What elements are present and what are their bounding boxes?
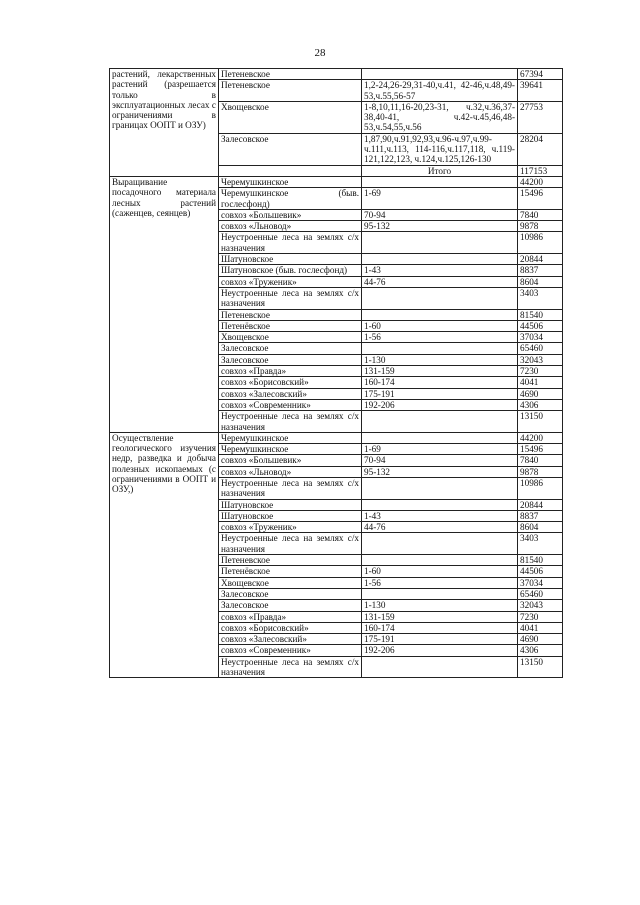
- table-row: [110, 176, 563, 187]
- area-cell: 20844: [518, 254, 563, 265]
- forestry-cell: Неустроенные леса на землях с/х назначения: [219, 477, 362, 499]
- forestry-cell: совхоз «Труженик»: [219, 522, 362, 533]
- forestry-cell: совхоз «Борисовский»: [219, 622, 362, 633]
- forestry-cell: совхоз «Борисовский»: [219, 377, 362, 388]
- forestry-cell: Шатуновское: [219, 499, 362, 510]
- forestry-cell: совхоз «Правда»: [219, 366, 362, 377]
- area-cell: 7230: [518, 611, 563, 622]
- area-cell: 8604: [518, 276, 563, 287]
- page-number: 28: [314, 47, 326, 59]
- area-cell: 28204: [518, 133, 563, 165]
- quarters-cell: 160-174: [362, 377, 518, 388]
- area-cell: 7230: [518, 366, 563, 377]
- quarters-cell: 175-191: [362, 388, 518, 399]
- quarters-cell: 1-56: [362, 332, 518, 343]
- quarters-cell: 1-130: [362, 600, 518, 611]
- forestry-cell: совхоз «Правда»: [219, 611, 362, 622]
- area-cell: 15496: [518, 444, 563, 455]
- forestry-cell: Залесовское: [219, 343, 362, 354]
- area-cell: 13150: [518, 411, 563, 433]
- forestry-cell: Залесовское: [219, 588, 362, 599]
- quarters-cell: [362, 656, 518, 678]
- forestry-cell: Петеневское: [219, 555, 362, 566]
- forestry-cell: [219, 165, 362, 176]
- area-cell: 81540: [518, 555, 563, 566]
- table-row: [110, 432, 563, 443]
- forestry-cell: Хвощевское: [219, 577, 362, 588]
- quarters-cell: 1,87,90,ч.91,92,93,ч.96-ч.97,ч.99-ч.111,ч.113, 114-116,ч.117,118, ч.119-121,122,123, ч.124,ч.125,126-130: [362, 133, 518, 165]
- quarters-cell: 192-206: [362, 645, 518, 656]
- area-cell: 13150: [518, 656, 563, 678]
- forestry-cell: Залесовское: [219, 133, 362, 165]
- forestry-cell: Шатуновское (быв. гослесфонд): [219, 265, 362, 276]
- forestry-cell: Залесовское: [219, 354, 362, 365]
- quarters-cell: [362, 411, 518, 433]
- quarters-cell: 44-76: [362, 276, 518, 287]
- forestry-cell: совхоз «Залесовский»: [219, 634, 362, 645]
- forestry-cell: совхоз «Большевик»: [219, 209, 362, 220]
- quarters-cell: [362, 254, 518, 265]
- forestry-cell: Черемушкинское: [219, 444, 362, 455]
- forestry-cell: Неустроенные леса на землях с/х назначения: [219, 656, 362, 678]
- area-cell: 44506: [518, 320, 563, 331]
- quarters-cell: 131-159: [362, 611, 518, 622]
- quarters-cell: 1-69: [362, 444, 518, 455]
- area-cell: 32043: [518, 354, 563, 365]
- area-cell: 44200: [518, 176, 563, 187]
- quarters-cell: [362, 343, 518, 354]
- forestry-cell: совхоз «Льновод»: [219, 466, 362, 477]
- area-cell: 4041: [518, 622, 563, 633]
- quarters-cell: [362, 309, 518, 320]
- area-cell: 7840: [518, 455, 563, 466]
- quarters-cell: [362, 588, 518, 599]
- quarters-cell: 1-56: [362, 577, 518, 588]
- forestry-cell: совхоз «Современник»: [219, 645, 362, 656]
- forestry-cell: Петенёвское: [219, 566, 362, 577]
- forestry-cell: Петеневское: [219, 69, 362, 80]
- quarters-cell: 1-69: [362, 188, 518, 210]
- area-cell: 65460: [518, 588, 563, 599]
- forestry-cell: Неустроенные леса на землях с/х назначения: [219, 411, 362, 433]
- area-cell: 4306: [518, 399, 563, 410]
- area-cell: 32043: [518, 600, 563, 611]
- forestry-cell: Петеневское: [219, 309, 362, 320]
- forestry-cell: Петеневское: [219, 80, 362, 102]
- quarters-cell: 175-191: [362, 634, 518, 645]
- quarters-cell: [362, 555, 518, 566]
- table-row: [110, 69, 563, 80]
- forestry-cell: Черемушкинское (быв. гослесфонд): [219, 188, 362, 210]
- quarters-cell: [362, 499, 518, 510]
- forestry-cell: Хвощевское: [219, 332, 362, 343]
- area-cell: 9878: [518, 221, 563, 232]
- total-label: Итого: [362, 165, 518, 176]
- quarters-cell: 70-94: [362, 209, 518, 220]
- forestry-cell: совхоз «Льновод»: [219, 221, 362, 232]
- area-cell: 37034: [518, 332, 563, 343]
- forestry-cell: Хвощевское: [219, 101, 362, 133]
- quarters-cell: [362, 533, 518, 555]
- quarters-cell: 44-76: [362, 522, 518, 533]
- quarters-cell: 131-159: [362, 366, 518, 377]
- quarters-cell: 1-43: [362, 265, 518, 276]
- category-cell: растений, лекарственных растений (разрешается только в эксплуатационных лесах с ограничениями в границах ООПТ и ОЗУ): [110, 69, 219, 177]
- area-cell: 44506: [518, 566, 563, 577]
- quarters-cell: 70-94: [362, 455, 518, 466]
- area-cell: 4690: [518, 634, 563, 645]
- quarters-cell: 1,2-24,26-29,31-40,ч.41, 42-46,ч.48,49-53,ч.55,56-57: [362, 80, 518, 102]
- quarters-cell: 1-8,10,11,16-20,23-31, ч.32,ч.36,37-38,40-41, ч.42-ч.45,46,48-53,ч.54,55,ч.56: [362, 101, 518, 133]
- area-cell: 4306: [518, 645, 563, 656]
- category-cell: Выращивание посадочного материала лесных растений (саженцев, сеянцев): [110, 176, 219, 432]
- area-cell: 44200: [518, 432, 563, 443]
- area-cell: 10986: [518, 232, 563, 254]
- quarters-cell: [362, 176, 518, 187]
- forestry-cell: Неустроенные леса на землях с/х назначения: [219, 232, 362, 254]
- quarters-cell: [362, 287, 518, 309]
- quarters-cell: [362, 432, 518, 443]
- total-area: 117153: [518, 165, 563, 176]
- forestry-cell: Шатуновское: [219, 254, 362, 265]
- area-cell: 4690: [518, 388, 563, 399]
- category-cell: Осуществление геологического изучения недр, разведка и добыча полезных ископаемых (с ограничениями в ООПТ и ОЗУ,): [110, 432, 219, 678]
- area-cell: 4041: [518, 377, 563, 388]
- quarters-cell: [362, 232, 518, 254]
- area-cell: 65460: [518, 343, 563, 354]
- forestry-cell: совхоз «Труженик»: [219, 276, 362, 287]
- area-cell: 9878: [518, 466, 563, 477]
- quarters-cell: 95-132: [362, 221, 518, 232]
- forestry-cell: Петенёвское: [219, 320, 362, 331]
- area-cell: 3403: [518, 287, 563, 309]
- forestry-cell: совхоз «Большевик»: [219, 455, 362, 466]
- area-cell: 15496: [518, 188, 563, 210]
- quarters-cell: [362, 69, 518, 80]
- area-cell: 8837: [518, 265, 563, 276]
- area-cell: 67394: [518, 69, 563, 80]
- area-cell: 81540: [518, 309, 563, 320]
- quarters-cell: 1-130: [362, 354, 518, 365]
- quarters-cell: 192-206: [362, 399, 518, 410]
- forestry-cell: Неустроенные леса на землях с/х назначения: [219, 533, 362, 555]
- area-cell: 27753: [518, 101, 563, 133]
- quarters-cell: 95-132: [362, 466, 518, 477]
- forestry-cell: совхоз «Залесовский»: [219, 388, 362, 399]
- area-cell: 8604: [518, 522, 563, 533]
- forestry-cell: Залесовское: [219, 600, 362, 611]
- quarters-cell: 1-43: [362, 510, 518, 521]
- forest-use-table: [109, 68, 563, 678]
- area-cell: 3403: [518, 533, 563, 555]
- area-cell: 10986: [518, 477, 563, 499]
- area-cell: 39641: [518, 80, 563, 102]
- quarters-cell: 160-174: [362, 622, 518, 633]
- table-body: [110, 69, 563, 678]
- quarters-cell: [362, 477, 518, 499]
- forestry-cell: Черемушкинское: [219, 432, 362, 443]
- quarters-cell: 1-60: [362, 566, 518, 577]
- forestry-cell: Неустроенные леса на землях с/х назначения: [219, 287, 362, 309]
- forestry-cell: Черемушкинское: [219, 176, 362, 187]
- area-cell: 7840: [518, 209, 563, 220]
- area-cell: 20844: [518, 499, 563, 510]
- area-cell: 8837: [518, 510, 563, 521]
- quarters-cell: 1-60: [362, 320, 518, 331]
- area-cell: 37034: [518, 577, 563, 588]
- forestry-cell: Шатуновское: [219, 510, 362, 521]
- forestry-cell: совхоз «Современник»: [219, 399, 362, 410]
